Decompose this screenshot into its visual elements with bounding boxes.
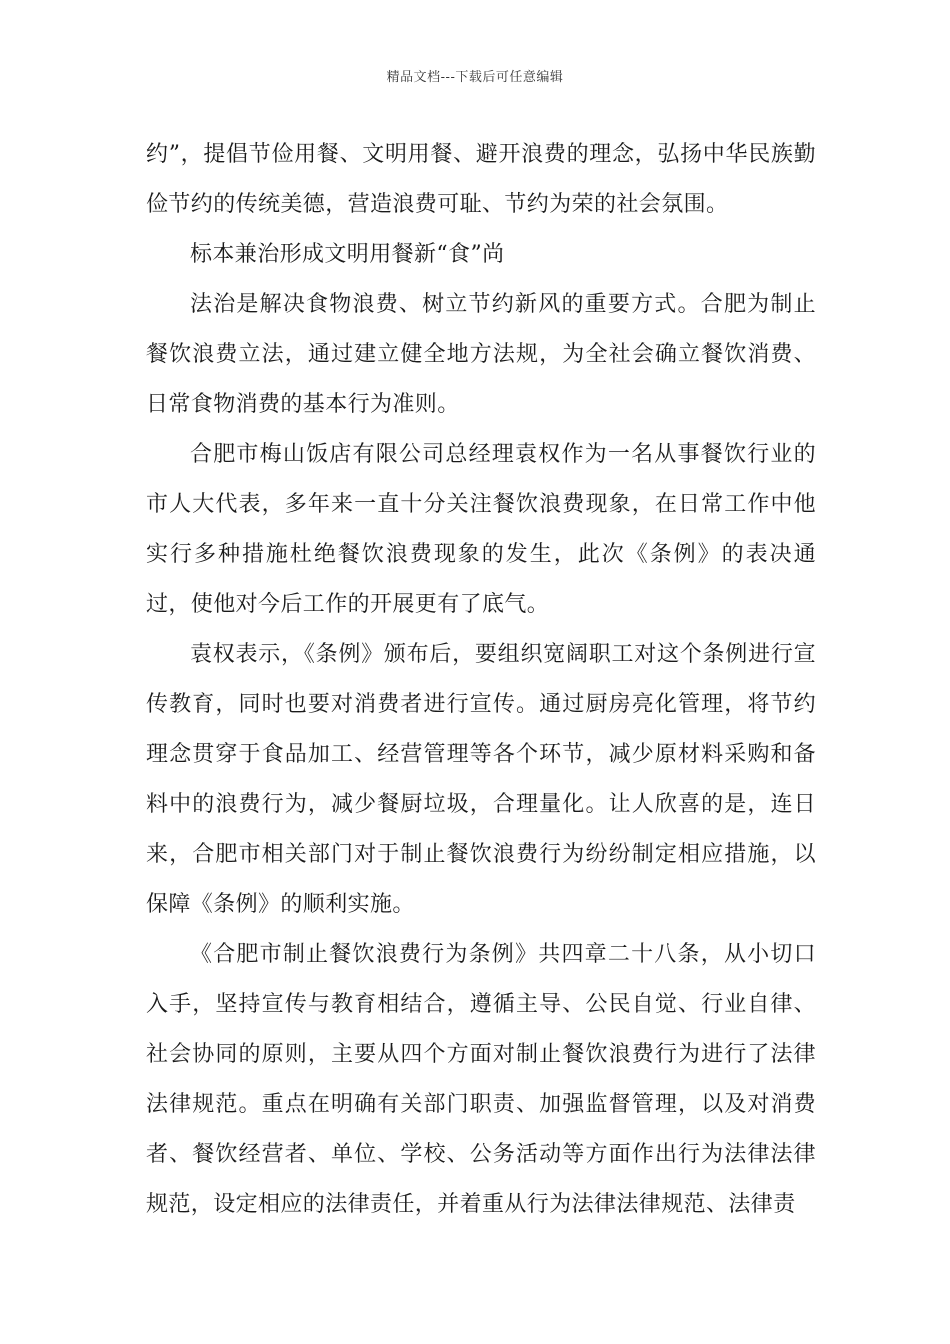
section-heading: 标本兼治形成文明用餐新“食”尚 <box>190 242 505 267</box>
paragraph-5: 《合肥市制止餐饮浪费行为条例》共四章二十八条，从小切口入手，坚持宣传与教育相结合，遵循主导、公民自觉、行业自律、社会协同的原则，主要从四个方面对制止餐饮浪费行为进行了法律法律规范。重点在明确有关部门职责、加强监督管理，以及对消费者、餐饮经营者、单位、学校、公务活动等方面作出行为法律法律规范，设定相应的法律责任，并着重从行为法律法律规范、法律责 <box>146 942 816 1217</box>
paragraph-3: 合肥市梅山饭店有限公司总经理袁权作为一名从事餐饮行业的市人大代表，多年来一直十分关注餐饮浪费现象，在日常工作中他实行多种措施杜绝餐饮浪费现象的发生，此次《条例》的表决通过，使他对今后工作的开展更有了底气。 <box>146 442 816 617</box>
paragraph-4: 袁权表示，《条例》颁布后，要组织宽阔职工对这个条例进行宣传教育，同时也要对消费者进行宣传。通过厨房亮化管理，将节约理念贯穿于食品加工、经营管理等各个环节，减少原材料采购和备料中的浪费行为，减少餐厨垃圾，合理量化。让人欣喜的是，连日来，合肥市相关部门对于制止餐饮浪费行为纷纷制定相应措施，以保障《条例》的顺利实施。 <box>146 642 816 917</box>
page-header: 精品文档---下载后可任意编辑 <box>386 70 564 85</box>
paragraph-2: 法治是解决食物浪费、树立节约新风的重要方式。合肥为制止餐饮浪费立法，通过建立健全地方法规，为全社会确立餐饮消费、日常食物消费的基本行为准则。 <box>146 292 816 417</box>
paragraph-1: 约”，提倡节俭用餐、文明用餐、避开浪费的理念，弘扬中华民族勤俭节约的传统美德，营造浪费可耻、节约为荣的社会氛围。 <box>146 142 816 217</box>
document-body <box>146 130 816 1230</box>
